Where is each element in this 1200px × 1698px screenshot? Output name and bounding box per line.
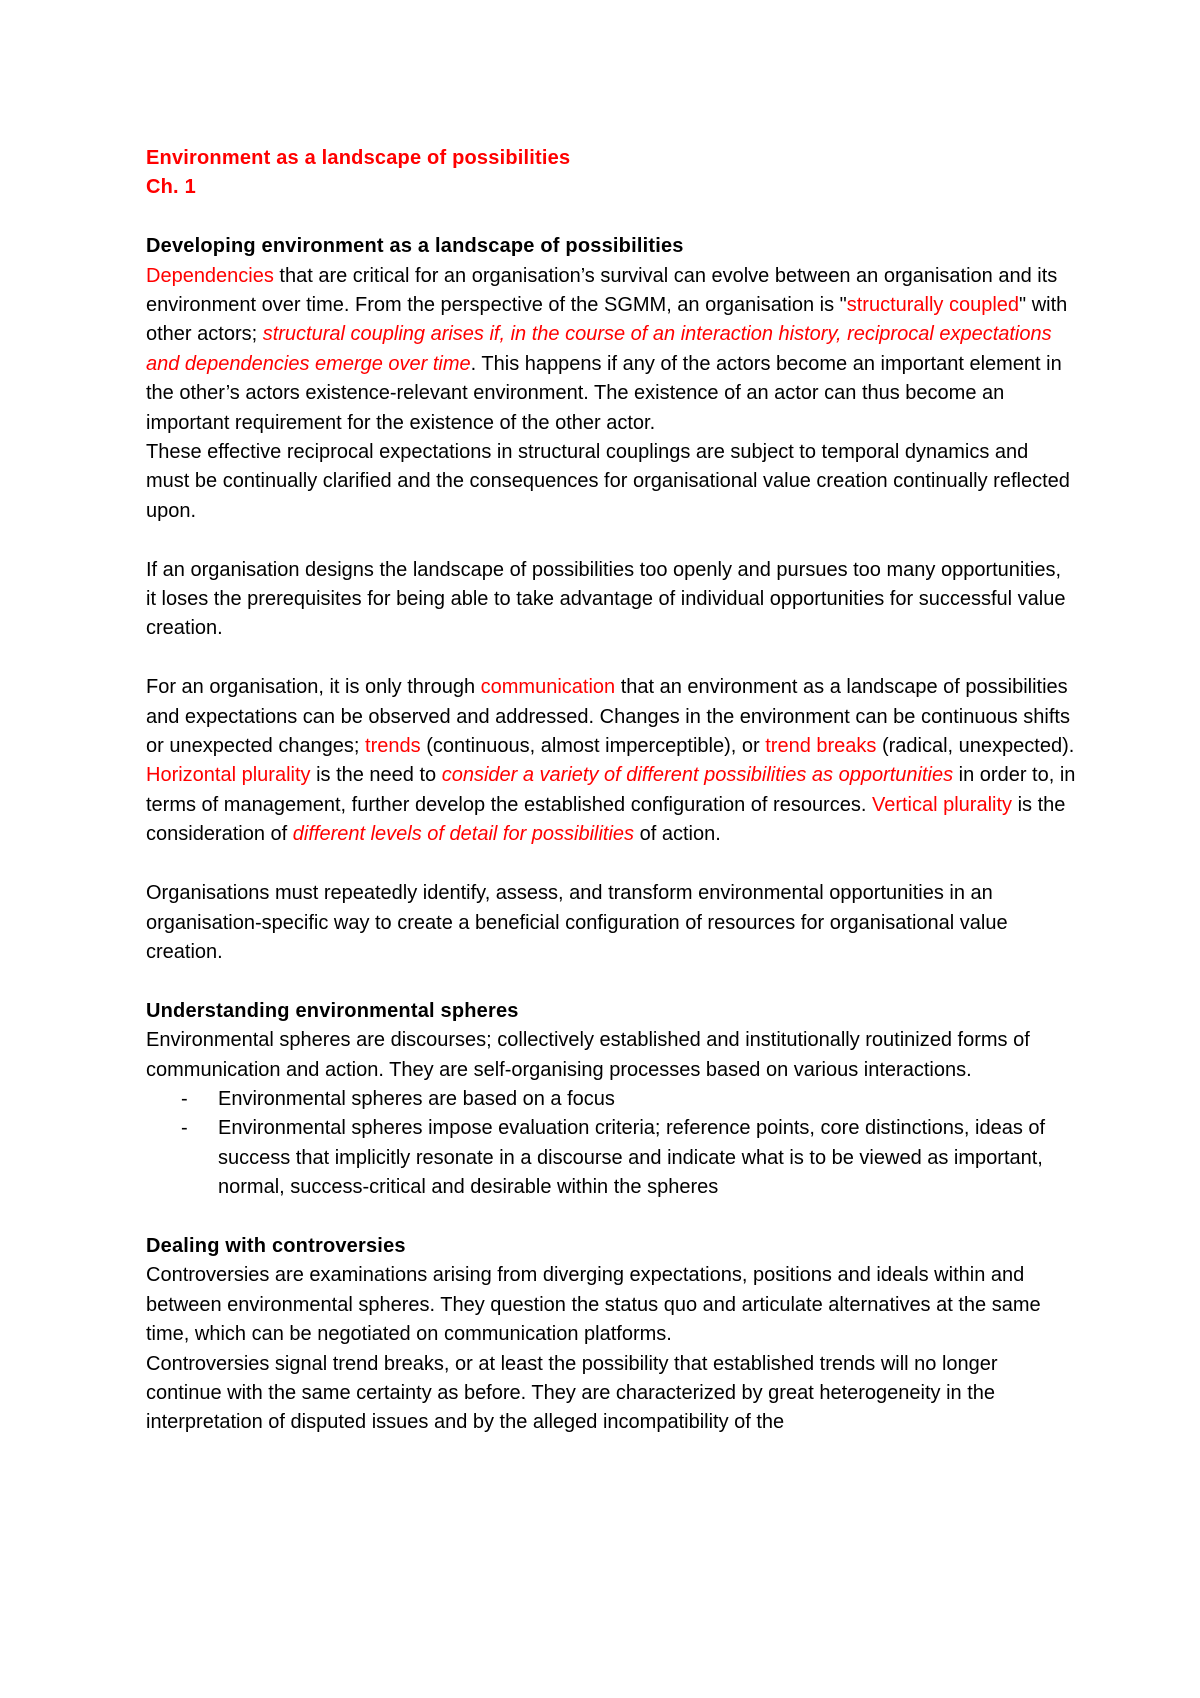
spacer — [146, 850, 1076, 879]
document-title: Environment as a landscape of possibilities — [146, 147, 571, 169]
paragraph-communication — [146, 673, 1076, 761]
spacer — [146, 203, 1076, 232]
chapter-label: Ch. 1 — [146, 176, 196, 199]
term-vertical-plurality: Vertical plurality — [871, 793, 1013, 816]
list-item: - Environmental spheres are based on a focus — [218, 1085, 1076, 1114]
term-horizontal-plurality: Horizontal plurality — [146, 764, 311, 787]
list-item: - Environmental spheres impose evaluation criteria; reference points, core distinctions, ideas of success that implicitly resonate in a discourse and indicate what is to be viewed as important, normal, success-critical and desirable within the spheres — [218, 1114, 1076, 1202]
term-trends: trends — [365, 735, 421, 758]
text-run: in order to, in terms of management, further develop the established configuration of resources. — [146, 764, 1076, 816]
definition-vertical-plurality: different levels of detail for possibilities — [292, 823, 635, 846]
term-dependencies: Dependencies — [146, 264, 274, 287]
paragraph-dependencies — [146, 262, 1076, 438]
text-run: is the consideration of — [146, 793, 1066, 846]
text-run: " with other actors; — [146, 294, 1068, 346]
paragraph-value-creation: Organisations must repeatedly identify, assess, and transform environmental opportunities in an organisation-specific way to create a beneficial configuration of resources for organisational value creation. — [146, 882, 1008, 963]
text-run: (radical, unexpected). — [876, 735, 1075, 758]
section-heading-spheres: Understanding environmental spheres — [146, 999, 519, 1022]
term-trend-breaks: trend breaks — [765, 735, 877, 758]
paragraph-opportunities: If an organisation designs the landscape of possibilities too openly and pursues too many opportunities, it loses the prerequisites for being able to take advantage of individual opportunities for successful value creation. — [146, 558, 1066, 640]
paragraph-controversies: Controversies are examinations arising from diverging expectations, positions and ideals within and between environmental spheres. They question the status quo and articulate alternatives at the same time, which can be negotiated on communication platforms. — [146, 1264, 1041, 1346]
text-run: (continuous, almost imperceptible), or — [420, 735, 766, 758]
text-run: For an organisation, it is only through — [146, 676, 481, 699]
text-run: is the need to — [310, 764, 442, 787]
spacer — [146, 1203, 1076, 1232]
definition-structural-coupling: structural coupling arises if, in the course of an interaction history, reciprocal expectations and dependencies emerge over time — [146, 323, 1052, 375]
text-run: . This happens if any of the actors become an important element in the other’s actors existence-relevant environment. The existence of an actor can thus become an important requirement for the existence of the other actor. — [146, 352, 1062, 434]
spheres-list — [146, 1085, 1076, 1203]
paragraph-spheres: Environmental spheres are discourses; collectively established and institutionally routinized forms of communication and action. They are self-organising processes based on various interactions. — [146, 1029, 1030, 1081]
paragraph-reciprocal-expectations: These effective reciprocal expectations in structural couplings are subject to temporal dynamics and must be continually clarified and the consequences for organisational value creation continually reflected upon. — [146, 441, 1070, 522]
spacer — [146, 644, 1076, 673]
spacer — [146, 967, 1076, 996]
paragraph-trend-breaks: Controversies signal trend breaks, or at least the possibility that established trends will no longer continue with the same certainty as before. They are characterized by great heterogeneity in the interpretation of disputed issues and by the alleged incompatibility of the — [146, 1352, 998, 1434]
text-run: that are critical for an organisation’s survival can evolve between an organisation and its environment over time. From the perspective of the SGMM, an organisation is " — [146, 264, 1058, 317]
paragraph-plurality — [146, 761, 1076, 849]
definition-horizontal-plurality: consider a variety of different possibilities as opportunities — [441, 764, 954, 787]
term-communication: communication — [480, 676, 616, 699]
text-run: of action. — [634, 823, 721, 846]
text-run: that an environment as a landscape of possibilities and expectations can be observed and addressed. Changes in the environment can be continuous shifts or unexpected changes; — [146, 676, 1070, 758]
section-heading-controversies: Dealing with controversies — [146, 1234, 406, 1257]
document-body — [146, 144, 1076, 1438]
section-heading-landscape: Developing environment as a landscape of possibilities — [146, 235, 684, 258]
spacer — [146, 526, 1076, 555]
term-structurally-coupled: structurally coupled — [846, 294, 1020, 317]
